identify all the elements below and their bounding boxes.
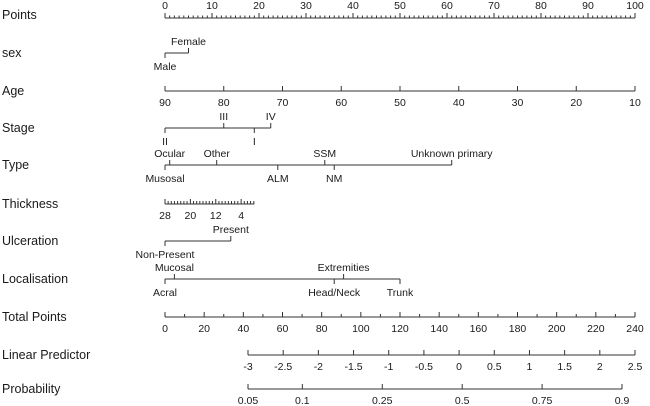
thickness-tick-label: 20 — [184, 210, 197, 222]
total-tick-label: 240 — [626, 323, 644, 335]
linear_predictor-tick-label: -1.5 — [344, 361, 363, 373]
probability-tick-label: 0.25 — [372, 395, 393, 406]
stage-category-label: I — [252, 136, 256, 148]
linear_predictor-tick-label: -3 — [243, 361, 253, 373]
total-tick-label: 100 — [352, 323, 370, 335]
probability-tick-label: 0.9 — [614, 395, 630, 406]
stage-category-label: IV — [265, 111, 276, 123]
points-tick-label: 40 — [347, 0, 359, 12]
linear_predictor-tick-label: -2 — [313, 361, 324, 373]
localisation-category-label: Extremities — [317, 262, 370, 274]
linear_predictor-tick-label: 1 — [526, 361, 533, 373]
type-category-label: Ocular — [154, 148, 186, 160]
total-tick-label: 40 — [237, 323, 250, 335]
ulceration-category-label: Non-Present — [135, 249, 195, 261]
linear_predictor-tick-label: 2 — [596, 361, 603, 373]
row-label-total: Total Points — [2, 310, 67, 324]
points-tick-label: 80 — [535, 0, 547, 12]
points-tick-label: 50 — [394, 0, 406, 12]
points-tick-label: 20 — [253, 0, 265, 12]
linear_predictor-tick-label: 0.5 — [486, 361, 502, 373]
age-tick-label: 60 — [335, 97, 348, 109]
linear_predictor-tick-label: 0 — [456, 361, 463, 373]
total-tick-label: 200 — [547, 323, 566, 335]
row-label-linear_predictor: Linear Predictor — [2, 348, 91, 362]
age-tick-label: 50 — [394, 97, 406, 109]
row-probability — [2, 382, 629, 406]
points-tick-label: 30 — [300, 0, 312, 12]
points-tick-label: 0 — [162, 0, 168, 12]
linear_predictor-tick-label: 2.5 — [627, 361, 643, 373]
row-type — [2, 148, 493, 185]
row-label-probability: Probability — [2, 382, 61, 396]
localisation-category-label: Head/Neck — [308, 287, 361, 299]
age-tick-label: 10 — [629, 97, 641, 109]
points-tick-label: 70 — [488, 0, 500, 12]
linear_predictor-tick-label: -0.5 — [414, 361, 433, 373]
sex-category-label: Female — [170, 36, 207, 48]
type-category-label: SSM — [313, 148, 337, 160]
row-label-age: Age — [2, 84, 25, 98]
linear_predictor-tick-label: -2.5 — [274, 361, 293, 373]
type-category-label: Unknown primary — [410, 148, 493, 160]
age-tick-label: 40 — [452, 97, 465, 109]
thickness-tick-label: 4 — [238, 210, 245, 222]
probability-tick-label: 0.05 — [237, 395, 259, 406]
total-tick-label: 120 — [391, 323, 409, 335]
row-label-points: Points — [2, 8, 37, 22]
total-tick-label: 20 — [198, 323, 211, 335]
type-category-label: Other — [203, 148, 230, 160]
row-localisation — [2, 262, 414, 299]
linear_predictor-tick-label: -1 — [384, 361, 394, 373]
thickness-tick-label: 28 — [159, 210, 171, 222]
age-tick-label: 90 — [159, 97, 171, 109]
total-tick-label: 0 — [162, 323, 168, 335]
row-total — [2, 310, 644, 335]
stage-category-label: III — [219, 111, 229, 123]
probability-tick-label: 0.1 — [295, 395, 310, 406]
row-age — [2, 84, 641, 109]
localisation-category-label: Acral — [153, 287, 177, 299]
type-category-label: Musosal — [145, 173, 185, 185]
localisation-category-label: Mucosal — [154, 262, 194, 274]
total-tick-label: 220 — [587, 323, 605, 335]
age-tick-label: 30 — [511, 97, 524, 109]
row-label-type: Type — [2, 158, 30, 172]
row-linear_predictor — [2, 348, 642, 373]
row-label-stage: Stage — [2, 121, 35, 135]
probability-tick-label: 0.75 — [531, 395, 553, 406]
ulceration-category-label: Present — [212, 224, 249, 236]
row-points — [2, 0, 644, 22]
total-tick-label: 160 — [469, 323, 488, 335]
row-stage — [2, 111, 276, 148]
type-category-label: ALM — [267, 173, 289, 185]
total-tick-label: 140 — [430, 323, 448, 335]
linear_predictor-tick-label: 1.5 — [557, 361, 572, 373]
age-tick-label: 70 — [276, 97, 289, 109]
localisation-category-label: Trunk — [386, 287, 414, 299]
points-tick-label: 100 — [626, 0, 644, 12]
age-tick-label: 20 — [570, 97, 583, 109]
total-tick-label: 80 — [315, 323, 328, 335]
row-sex — [2, 36, 206, 73]
stage-category-label: II — [162, 136, 168, 148]
thickness-tick-label: 12 — [209, 210, 222, 222]
total-tick-label: 180 — [508, 323, 527, 335]
row-ulceration — [2, 224, 249, 261]
total-tick-label: 60 — [276, 323, 289, 335]
probability-tick-label: 0.5 — [454, 395, 470, 406]
points-tick-label: 90 — [582, 0, 594, 12]
row-label-thickness: Thickness — [2, 197, 59, 211]
row-label-sex: sex — [2, 46, 22, 60]
age-tick-label: 80 — [217, 97, 230, 109]
row-label-ulceration: Ulceration — [2, 234, 59, 248]
type-category-label: NM — [326, 173, 343, 185]
row-thickness — [2, 197, 254, 222]
points-tick-label: 60 — [441, 0, 453, 12]
points-tick-label: 10 — [206, 0, 218, 12]
sex-category-label: Male — [153, 61, 177, 73]
row-label-localisation: Localisation — [2, 272, 69, 286]
